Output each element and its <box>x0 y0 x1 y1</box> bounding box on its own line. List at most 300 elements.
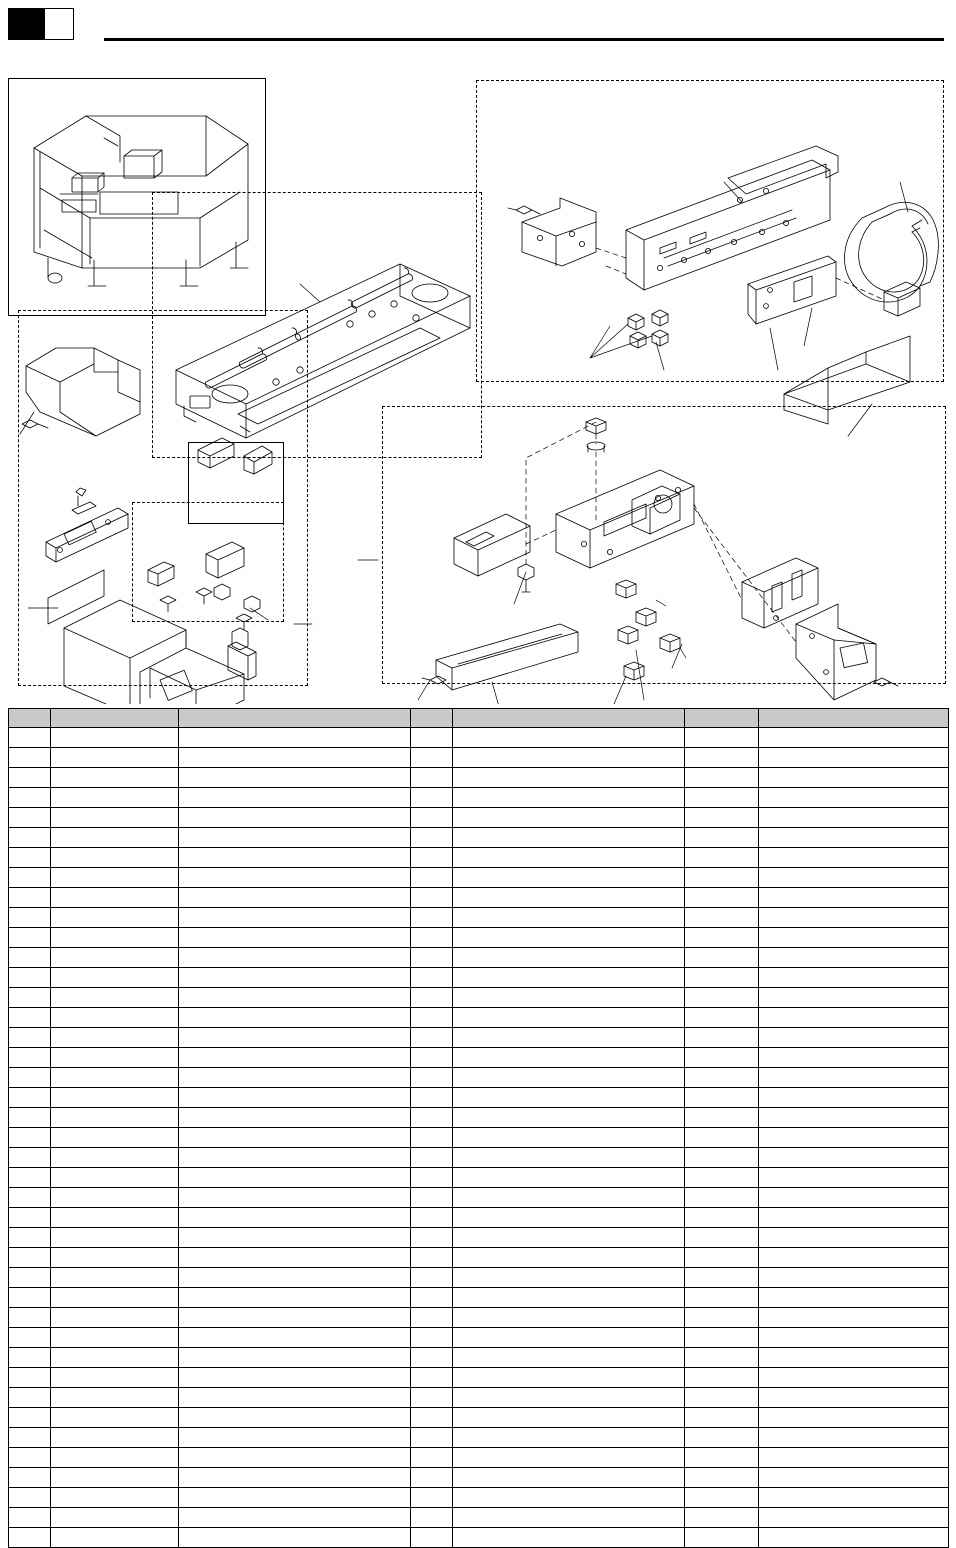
table-cell-qty <box>411 1048 453 1068</box>
table-row <box>9 928 949 948</box>
table-cell-idx <box>9 928 51 948</box>
table-cell-qty2 <box>685 1028 759 1048</box>
table-cell-idx <box>9 1168 51 1188</box>
table-cell-desc2 <box>453 1148 685 1168</box>
table-cell-part <box>51 1028 179 1048</box>
table-cell-qty <box>411 1408 453 1428</box>
table-cell-desc2 <box>453 908 685 928</box>
table-cell-qty2 <box>685 1048 759 1068</box>
table-cell-remarks <box>759 1488 949 1508</box>
table-cell-desc2 <box>453 1208 685 1228</box>
table-cell-desc <box>179 848 411 868</box>
table-cell-desc2 <box>453 1108 685 1128</box>
table-row <box>9 1068 949 1088</box>
table-row <box>9 1268 949 1288</box>
table-cell-remarks <box>759 1028 949 1048</box>
table-cell-desc <box>179 1168 411 1188</box>
table-cell-desc <box>179 1188 411 1208</box>
table-cell-qty2 <box>685 1208 759 1228</box>
col-header-quantity <box>411 709 453 728</box>
overview-machine-drawing <box>34 116 248 286</box>
table-cell-qty <box>411 1288 453 1308</box>
table-cell-remarks <box>759 1008 949 1028</box>
table-cell-qty2 <box>685 1368 759 1388</box>
table-cell-desc2 <box>453 1068 685 1088</box>
table-cell-part <box>51 1128 179 1148</box>
table-cell-desc2 <box>453 1248 685 1268</box>
table-cell-desc2 <box>453 1528 685 1548</box>
table-cell-remarks <box>759 1268 949 1288</box>
table-cell-remarks <box>759 1228 949 1248</box>
table-cell-idx <box>9 1308 51 1328</box>
table-cell-part <box>51 968 179 988</box>
table-cell-qty2 <box>685 1068 759 1088</box>
table-cell-desc2 <box>453 1368 685 1388</box>
table-cell-remarks <box>759 748 949 768</box>
table-cell-remarks <box>759 728 949 748</box>
table-cell-desc2 <box>453 1448 685 1468</box>
table-row <box>9 1468 949 1488</box>
table-cell-desc <box>179 908 411 928</box>
table-cell-idx <box>9 1048 51 1068</box>
table-cell-part <box>51 1288 179 1308</box>
table-cell-qty2 <box>685 1268 759 1288</box>
table-cell-qty2 <box>685 1328 759 1348</box>
table-cell-idx <box>9 1148 51 1168</box>
table-cell-part <box>51 928 179 948</box>
table-cell-desc2 <box>453 1308 685 1328</box>
table-cell-qty <box>411 788 453 808</box>
table-cell-desc2 <box>453 1348 685 1368</box>
table-cell-qty2 <box>685 828 759 848</box>
table-cell-part <box>51 1248 179 1268</box>
table-cell-desc2 <box>453 888 685 908</box>
table-cell-part <box>51 1488 179 1508</box>
table-cell-idx <box>9 1328 51 1348</box>
col-header-remarks <box>759 709 949 728</box>
table-cell-qty <box>411 1248 453 1268</box>
table-cell-qty2 <box>685 1248 759 1268</box>
table-cell-desc2 <box>453 768 685 788</box>
table-cell-remarks <box>759 1428 949 1448</box>
table-cell-idx <box>9 888 51 908</box>
table-cell-desc <box>179 1088 411 1108</box>
table-cell-desc <box>179 948 411 968</box>
table-row <box>9 968 949 988</box>
table-cell-qty <box>411 1468 453 1488</box>
table-cell-remarks <box>759 1448 949 1468</box>
table-cell-qty <box>411 848 453 868</box>
table-cell-part <box>51 1328 179 1348</box>
table-cell-desc2 <box>453 948 685 968</box>
table-cell-desc2 <box>453 1268 685 1288</box>
table-cell-part <box>51 1008 179 1028</box>
table-cell-remarks <box>759 1368 949 1388</box>
table-cell-desc2 <box>453 728 685 748</box>
table-cell-idx <box>9 728 51 748</box>
table-cell-desc <box>179 1268 411 1288</box>
table-cell-qty2 <box>685 748 759 768</box>
table-row <box>9 1428 949 1448</box>
table-cell-desc <box>179 1148 411 1168</box>
table-cell-desc <box>179 1288 411 1308</box>
table-cell-idx <box>9 788 51 808</box>
table-cell-desc <box>179 1308 411 1328</box>
table-cell-remarks <box>759 968 949 988</box>
table-cell-idx <box>9 1208 51 1228</box>
table-cell-qty2 <box>685 968 759 988</box>
chapter-tab <box>8 8 46 40</box>
table-cell-part <box>51 988 179 1008</box>
table-row <box>9 748 949 768</box>
table-cell-part <box>51 1368 179 1388</box>
table-cell-idx <box>9 1508 51 1528</box>
table-cell-remarks <box>759 1408 949 1428</box>
table-row <box>9 1508 949 1528</box>
table-cell-part <box>51 1408 179 1428</box>
table-cell-qty <box>411 1188 453 1208</box>
table-cell-idx <box>9 1428 51 1448</box>
table-cell-part <box>51 728 179 748</box>
table-cell-qty2 <box>685 908 759 928</box>
table-cell-idx <box>9 828 51 848</box>
table-cell-remarks <box>759 1508 949 1528</box>
table-cell-desc <box>179 1068 411 1088</box>
table-cell-desc2 <box>453 1188 685 1208</box>
table-cell-remarks <box>759 1048 949 1068</box>
table-cell-qty <box>411 1328 453 1348</box>
table-cell-part <box>51 808 179 828</box>
table-cell-part <box>51 768 179 788</box>
table-cell-part <box>51 1208 179 1228</box>
table-cell-desc2 <box>453 868 685 888</box>
left-lower-assembly-drawing <box>22 348 272 704</box>
table-cell-idx <box>9 1028 51 1048</box>
col-header-description-2 <box>453 709 685 728</box>
table-cell-qty2 <box>685 1148 759 1168</box>
table-cell-remarks <box>759 948 949 968</box>
table-cell-remarks <box>759 768 949 788</box>
table-cell-qty2 <box>685 1308 759 1328</box>
table-cell-idx <box>9 768 51 788</box>
table-cell-remarks <box>759 1308 949 1328</box>
table-cell-qty <box>411 828 453 848</box>
col-header-index <box>9 709 51 728</box>
table-cell-qty <box>411 1268 453 1288</box>
table-cell-desc <box>179 1228 411 1248</box>
table-cell-qty2 <box>685 1288 759 1308</box>
table-cell-desc <box>179 1468 411 1488</box>
table-cell-remarks <box>759 1188 949 1208</box>
table-cell-qty <box>411 808 453 828</box>
table-cell-remarks <box>759 908 949 928</box>
table-cell-remarks <box>759 1528 949 1548</box>
table-cell-idx <box>9 1128 51 1148</box>
table-cell-part <box>51 828 179 848</box>
table-cell-qty <box>411 748 453 768</box>
table-row <box>9 828 949 848</box>
exploded-parts-diagram <box>0 52 956 704</box>
table-cell-qty2 <box>685 1528 759 1548</box>
table-cell-desc2 <box>453 1488 685 1508</box>
table-cell-part <box>51 888 179 908</box>
table-cell-qty <box>411 968 453 988</box>
table-cell-desc <box>179 1388 411 1408</box>
table-row <box>9 728 949 748</box>
table-cell-qty2 <box>685 868 759 888</box>
table-cell-idx <box>9 1488 51 1508</box>
table-cell-desc <box>179 1488 411 1508</box>
table-cell-desc2 <box>453 1088 685 1108</box>
table-cell-qty2 <box>685 1108 759 1128</box>
header-divider <box>104 38 944 41</box>
table-cell-qty <box>411 1088 453 1108</box>
table-cell-part <box>51 908 179 928</box>
table-row <box>9 888 949 908</box>
table-cell-idx <box>9 968 51 988</box>
table-cell-remarks <box>759 868 949 888</box>
table-cell-part <box>51 1388 179 1408</box>
table-cell-desc2 <box>453 1388 685 1408</box>
table-cell-desc <box>179 1208 411 1228</box>
table-cell-qty <box>411 888 453 908</box>
table-row <box>9 1228 949 1248</box>
table-cell-remarks <box>759 1088 949 1108</box>
table-cell-desc <box>179 1128 411 1148</box>
table-cell-idx <box>9 1068 51 1088</box>
base-plate-drawing <box>176 264 470 438</box>
table-cell-qty <box>411 1428 453 1448</box>
table-cell-part <box>51 1468 179 1488</box>
table-row <box>9 1388 949 1408</box>
table-cell-qty2 <box>685 1408 759 1428</box>
table-cell-qty2 <box>685 928 759 948</box>
table-row <box>9 1188 949 1208</box>
table-cell-qty <box>411 1528 453 1548</box>
table-row <box>9 1208 949 1228</box>
table-cell-qty <box>411 1228 453 1248</box>
table-row <box>9 788 949 808</box>
table-row <box>9 1008 949 1028</box>
lower-right-assembly-drawing <box>422 418 898 700</box>
col-header-part-number <box>51 709 179 728</box>
table-cell-qty <box>411 1028 453 1048</box>
table-row <box>9 988 949 1008</box>
table-cell-remarks <box>759 1208 949 1228</box>
table-cell-desc2 <box>453 828 685 848</box>
callout-leader-lines <box>20 182 908 704</box>
table-cell-idx <box>9 868 51 888</box>
table-cell-qty <box>411 868 453 888</box>
table-cell-qty <box>411 1208 453 1228</box>
table-row <box>9 1248 949 1268</box>
table-cell-desc2 <box>453 1428 685 1448</box>
table-cell-desc2 <box>453 1508 685 1528</box>
table-cell-remarks <box>759 1348 949 1368</box>
table-cell-part <box>51 1168 179 1188</box>
table-cell-desc2 <box>453 1048 685 1068</box>
table-cell-remarks <box>759 1128 949 1148</box>
table-cell-desc <box>179 1248 411 1268</box>
col-header-description <box>179 709 411 728</box>
table-cell-qty2 <box>685 1348 759 1368</box>
table-cell-remarks <box>759 808 949 828</box>
table-row <box>9 1128 949 1148</box>
table-cell-remarks <box>759 1108 949 1128</box>
table-cell-idx <box>9 1388 51 1408</box>
table-row <box>9 848 949 868</box>
table-cell-idx <box>9 1448 51 1468</box>
table-cell-idx <box>9 1408 51 1428</box>
table-cell-idx <box>9 1228 51 1248</box>
table-cell-qty2 <box>685 808 759 828</box>
table-cell-qty <box>411 1368 453 1388</box>
table-cell-remarks <box>759 788 949 808</box>
table-cell-remarks <box>759 828 949 848</box>
table-cell-desc2 <box>453 748 685 768</box>
table-row <box>9 1048 949 1068</box>
table-cell-qty2 <box>685 988 759 1008</box>
table-cell-part <box>51 1428 179 1448</box>
table-cell-qty2 <box>685 1448 759 1468</box>
table-cell-desc <box>179 988 411 1008</box>
table-cell-qty <box>411 1308 453 1328</box>
table-row <box>9 908 949 928</box>
table-cell-desc <box>179 1408 411 1428</box>
table-cell-desc <box>179 888 411 908</box>
table-cell-idx <box>9 1268 51 1288</box>
table-cell-remarks <box>759 1068 949 1088</box>
table-cell-qty <box>411 768 453 788</box>
table-cell-desc2 <box>453 1328 685 1348</box>
table-cell-part <box>51 1228 179 1248</box>
table-cell-part <box>51 1348 179 1368</box>
table-cell-idx <box>9 1348 51 1368</box>
table-cell-qty2 <box>685 1128 759 1148</box>
table-row <box>9 1328 949 1348</box>
table-cell-qty2 <box>685 1468 759 1488</box>
table-cell-qty <box>411 1108 453 1128</box>
table-cell-part <box>51 1148 179 1168</box>
table-cell-part <box>51 1308 179 1328</box>
table-cell-qty <box>411 908 453 928</box>
table-cell-desc <box>179 1028 411 1048</box>
table-cell-qty <box>411 1008 453 1028</box>
table-cell-idx <box>9 988 51 1008</box>
table-cell-part <box>51 1088 179 1108</box>
col-header-quantity-2 <box>685 709 759 728</box>
table-cell-idx <box>9 948 51 968</box>
table-cell-qty <box>411 1168 453 1188</box>
table-cell-desc2 <box>453 808 685 828</box>
table-cell-part <box>51 1188 179 1208</box>
table-cell-qty <box>411 1068 453 1088</box>
table-row <box>9 1528 949 1548</box>
table-row <box>9 1488 949 1508</box>
table-cell-desc <box>179 1368 411 1388</box>
table-cell-qty <box>411 988 453 1008</box>
table-cell-desc <box>179 928 411 948</box>
table-row <box>9 808 949 828</box>
table-cell-desc2 <box>453 1408 685 1428</box>
table-cell-desc2 <box>453 1008 685 1028</box>
table-cell-qty <box>411 1128 453 1148</box>
table-cell-desc <box>179 1528 411 1548</box>
table-cell-desc <box>179 868 411 888</box>
parts-table-header-row <box>9 709 949 728</box>
table-cell-remarks <box>759 1468 949 1488</box>
table-row <box>9 1028 949 1048</box>
parts-table-container <box>8 708 948 1548</box>
table-cell-qty2 <box>685 1508 759 1528</box>
table-cell-part <box>51 788 179 808</box>
table-cell-idx <box>9 1188 51 1208</box>
table-cell-qty <box>411 728 453 748</box>
table-cell-desc <box>179 768 411 788</box>
table-cell-desc <box>179 808 411 828</box>
table-cell-idx <box>9 1288 51 1308</box>
table-cell-desc2 <box>453 848 685 868</box>
table-row <box>9 1368 949 1388</box>
table-cell-qty2 <box>685 1168 759 1188</box>
diagram-line-art <box>0 52 956 704</box>
table-row <box>9 1348 949 1368</box>
table-cell-remarks <box>759 1148 949 1168</box>
table-cell-idx <box>9 1468 51 1488</box>
table-row <box>9 868 949 888</box>
table-row <box>9 1288 949 1308</box>
table-cell-desc2 <box>453 1228 685 1248</box>
table-cell-desc2 <box>453 988 685 1008</box>
table-cell-part <box>51 1068 179 1088</box>
table-row <box>9 1088 949 1108</box>
table-cell-idx <box>9 1088 51 1108</box>
table-cell-remarks <box>759 988 949 1008</box>
table-cell-desc2 <box>453 788 685 808</box>
table-cell-qty <box>411 1388 453 1408</box>
table-cell-idx <box>9 1008 51 1028</box>
table-cell-qty2 <box>685 1488 759 1508</box>
table-cell-part <box>51 1448 179 1468</box>
table-cell-desc <box>179 1328 411 1348</box>
table-cell-remarks <box>759 1248 949 1268</box>
table-cell-remarks <box>759 848 949 868</box>
table-cell-desc <box>179 748 411 768</box>
table-cell-idx <box>9 808 51 828</box>
table-cell-idx <box>9 1108 51 1128</box>
table-cell-part <box>51 1048 179 1068</box>
table-cell-desc2 <box>453 1288 685 1308</box>
table-cell-qty2 <box>685 948 759 968</box>
table-cell-qty2 <box>685 728 759 748</box>
table-row <box>9 1108 949 1128</box>
table-cell-part <box>51 748 179 768</box>
table-cell-qty <box>411 1488 453 1508</box>
table-cell-remarks <box>759 1288 949 1308</box>
page-header <box>0 0 956 52</box>
table-cell-qty2 <box>685 888 759 908</box>
table-cell-remarks <box>759 928 949 948</box>
upper-right-bracket-drawing <box>508 146 938 424</box>
table-cell-idx <box>9 748 51 768</box>
table-cell-desc2 <box>453 968 685 988</box>
table-cell-part <box>51 848 179 868</box>
table-cell-part <box>51 1108 179 1128</box>
table-cell-qty2 <box>685 1088 759 1108</box>
table-cell-desc <box>179 1048 411 1068</box>
table-cell-part <box>51 1508 179 1528</box>
table-cell-desc2 <box>453 1468 685 1488</box>
